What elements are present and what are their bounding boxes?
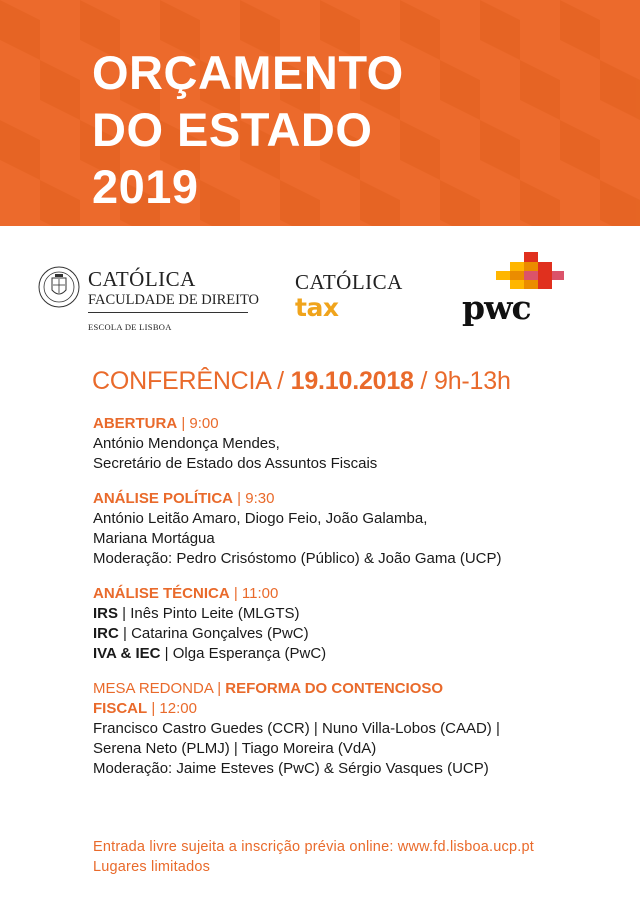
speaker-name: Catarina Gonçalves (PwC) [131,625,309,642]
tax-item: IVA & IEC | Olga Esperança (PwC) [93,645,327,662]
conference-date: 19.10.2018 [290,367,414,395]
pwc-word: pwc [462,288,531,327]
panelist-name: Serena Neto [93,740,178,757]
moderator-org: (UCP) [459,550,502,567]
faculty-name: FACULDADE DE DIREITO [88,292,260,308]
session-mesa-redonda [93,679,623,779]
panelist-org: (CCR) | [267,720,318,737]
footer-note [93,837,534,877]
separator: / [413,367,435,395]
conference-label: CONFERÊNCIA [92,367,271,395]
conference-line [92,367,511,396]
pwc-blocks-icon [462,252,572,292]
panelist-org: (VdA) [337,740,377,757]
school-name: ESCOLA DE LISBOA [88,322,172,332]
title-line: ORÇAMENTO [92,46,404,99]
speaker-line: António Mendonça Mendes, [93,435,280,452]
moderator-org: (UCP) [447,760,489,777]
session-time: 9:00 [189,415,219,432]
conference-time: 9h-13h [434,367,511,395]
header-banner [0,0,640,226]
session-politica [93,489,623,569]
session-title: ANÁLISE TÉCNICA [93,585,230,602]
agenda [93,414,623,794]
panelist-name: Nuno Villa-Lobos [321,720,436,737]
catolica-direito-logo [38,266,260,336]
moderator-name: Sérgio Vasques [338,760,443,777]
limited-seats: Lugares limitados [93,859,211,875]
catolica-tax-name: CATÓLICA [295,270,403,294]
moderator-org: (PwC) & [278,760,334,777]
catolica-name: CATÓLICA [88,267,196,291]
session-heading: ANÁLISE TÉCNICA | 11:00 [93,585,279,602]
title-line: 2019 [92,160,199,213]
tax-name: IRS [93,605,119,622]
session-title: ABERTURA [93,415,178,432]
tax-item: IRS | Inês Pinto Leite (MLGTS) [93,605,300,622]
session-time: 12:00 [159,700,197,717]
tax-item: IRC | Catarina Gonçalves (PwC) [93,625,309,642]
session-heading: ANÁLISE POLÍTICA | 9:30 [93,490,275,507]
moderator-org: (Público) & [300,550,374,567]
session-heading-cont: FISCAL | 12:00 [93,700,197,717]
moderator-name: Pedro Crisóstomo [176,550,297,567]
session-time: 11:00 [241,585,279,602]
tax-word: tax [295,293,339,322]
session-heading: MESA REDONDA | REFORMA DO CONTENCIOSO [93,680,444,697]
tax-name: IRC [93,625,119,642]
moderator-name: João Gama [378,550,456,567]
moderation-label: Moderação: [93,760,173,777]
tax-name: IVA & IEC [93,645,161,662]
session-title: ANÁLISE POLÍTICA [93,490,234,507]
speaker-name: Inês Pinto Leite (MLGTS) [130,605,300,622]
moderation-line [93,759,623,779]
separator: / [270,367,291,395]
title-line: DO ESTADO [92,103,373,156]
moderator-name: Jaime Esteves [176,760,274,777]
panelist-name: Francisco Castro Guedes [93,720,264,737]
speaker-line: Mariana Mortágua [93,530,215,547]
panelist-name: Tiago Moreira [241,740,334,757]
session-tecnica [93,584,623,664]
banner-title [92,44,404,215]
session-title: FISCAL [93,700,148,717]
catolica-tax-logo [295,270,403,322]
logo-divider [88,312,248,313]
speaker-name: Olga Esperança (PwC) [172,645,327,662]
university-crest-icon [38,266,80,308]
speaker-line: António Leitão Amaro, Diogo Feio, João Galamba, [93,510,428,527]
panelist-org: (CAAD) | [440,720,500,737]
pwc-logo [462,252,572,332]
moderation-line [93,549,623,569]
session-abertura [93,414,623,474]
speaker-role: Secretário de Estado dos Assuntos Fiscais [93,455,378,472]
session-prefix: MESA REDONDA [93,680,214,697]
panel-line [93,719,623,739]
session-time: 9:30 [245,490,275,507]
registration-info: Entrada livre sujeita a inscrição prévia online: www.fd.lisboa.ucp.pt [93,839,534,855]
moderation-label: Moderação: [93,550,173,567]
panelist-org: (PLMJ) | [181,740,238,757]
panel-line [93,739,623,759]
session-title: REFORMA DO CONTENCIOSO [225,680,444,697]
session-heading: ABERTURA | 9:00 [93,415,219,432]
